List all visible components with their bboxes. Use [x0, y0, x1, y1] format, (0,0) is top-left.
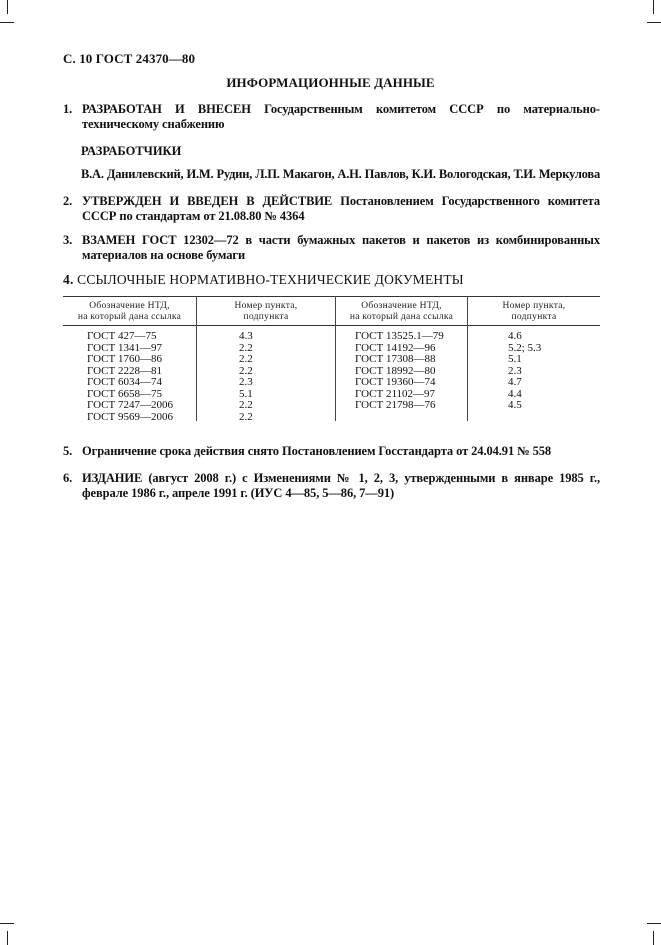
table-cell: ГОСТ 6658—75 [87, 387, 162, 400]
column-header-clause: Номер пункта, подпункта [502, 301, 566, 322]
table-cell: 2.2 [239, 341, 253, 354]
table-cell: 2.2 [239, 364, 253, 377]
right-docs-column [355, 331, 444, 412]
item-text: УТВЕРЖДЕН И ВВЕДЕН В ДЕЙСТВИЕ Постановлением Государственного комитета СССР по стандартам от 21.08.80 № 4364 [82, 194, 600, 223]
table-cell: ГОСТ 21102—97 [355, 387, 436, 400]
table-cell: ГОСТ 18992—80 [355, 364, 436, 377]
table-cell: 4.4 [508, 387, 522, 400]
item-4-heading [63, 272, 464, 288]
item-number: 2. [63, 194, 73, 208]
table-cell: 5.1 [508, 353, 522, 365]
crop-mark-bottom-right-v [653, 931, 654, 945]
crop-mark-top-left-h [0, 22, 14, 23]
item-text: ИЗДАНИЕ (август 2008 г.) с Изменениями № 1, 2, 3, утвержденными в январе 1985 г., феврале 1986 г., апреле 1991 г. (ИУС 4—85, 5—86, 7—91) [82, 471, 600, 500]
item-text: Ограничение срока действия снято Постановлением Госстандарта от 24.04.91 № 558 [82, 444, 552, 458]
table-header-rule [63, 325, 600, 326]
table-cell: 5.1 [239, 387, 253, 400]
item-1 [63, 102, 600, 132]
item-number: 5. [63, 444, 73, 458]
item-number: 3. [63, 233, 73, 247]
table-cell: 5.2; 5.3 [508, 341, 542, 354]
column-header-clause: Номер пункта, подпункта [234, 301, 298, 322]
item-text: РАЗРАБОТАН И ВНЕСЕН Государственным комитетом СССР по материально-техническому снабжению [82, 102, 600, 131]
table-cell: 2.2 [239, 399, 253, 411]
crop-mark-top-right-v [653, 0, 654, 14]
table-cell: 4.3 [239, 330, 253, 342]
table-cell: 2.2 [239, 410, 253, 423]
developers-heading: РАЗРАБОТЧИКИ [81, 144, 182, 158]
item-number: 4. [63, 272, 74, 287]
item-text: ВЗАМЕН ГОСТ 12302—72 в части бумажных пакетов и пакетов из комбинированных материалов на основе бумаги [82, 233, 600, 262]
crop-mark-top-left-v [7, 0, 8, 14]
document-title: ИНФОРМАЦИОННЫЕ ДАННЫЕ [226, 75, 435, 90]
item-number: 6. [63, 471, 73, 485]
table-cell: 2.2 [239, 353, 253, 365]
item-3 [63, 233, 600, 263]
crop-mark-bottom-left-v [7, 931, 8, 945]
table-cell: ГОСТ 7247—2006 [87, 399, 173, 411]
page-header: С. 10 ГОСТ 24370—80 [63, 51, 196, 66]
table-cell: ГОСТ 2228—81 [87, 364, 162, 377]
table-cell: ГОСТ 6034—74 [87, 376, 162, 388]
table-cell: ГОСТ 1760—86 [87, 353, 162, 365]
table-cell: ГОСТ 1341—97 [87, 341, 162, 354]
table-cell: ГОСТ 19360—74 [355, 376, 436, 388]
item-5 [63, 444, 600, 459]
item-6 [63, 471, 600, 501]
table-cell: ГОСТ 17308—88 [355, 353, 436, 365]
table-cell: 4.6 [508, 330, 522, 342]
item-number: 1. [63, 102, 73, 116]
crop-mark-bottom-right-h [647, 923, 661, 924]
item-2 [63, 194, 600, 224]
item-text: ССЫЛОЧНЫЕ НОРМАТИВНО-ТЕХНИЧЕСКИЕ ДОКУМЕНТЫ [77, 272, 464, 287]
table-cell: 2.3 [508, 364, 522, 377]
column-header-designation: Обозначение НТД, на который дана ссылка [349, 301, 454, 322]
table-cell: 4.7 [508, 376, 522, 388]
table-top-rule [63, 296, 600, 297]
table-cell: ГОСТ 13525.1—79 [355, 330, 444, 342]
table-cell: ГОСТ 21798—76 [355, 399, 436, 411]
table-cell: 4.5 [508, 399, 522, 411]
left-clauses-column [239, 331, 253, 423]
crop-mark-bottom-left-h [0, 923, 14, 924]
table-cell: ГОСТ 427—75 [87, 330, 157, 342]
table-cell: 2.3 [239, 376, 253, 388]
right-clauses-column [508, 331, 541, 412]
column-header-designation: Обозначение НТД, на который дана ссылка [77, 301, 182, 322]
left-docs-column [87, 331, 173, 423]
crop-mark-top-right-h [647, 22, 661, 23]
table-cell: ГОСТ 9569—2006 [87, 410, 173, 423]
reference-table [63, 296, 600, 421]
developers-list: В.А. Данилевский, И.М. Рудин, Л.П. Макагон, А.Н. Павлов, К.И. Вологодская, Т.И. Меркулова [81, 167, 600, 181]
table-cell: ГОСТ 14192—96 [355, 341, 436, 354]
